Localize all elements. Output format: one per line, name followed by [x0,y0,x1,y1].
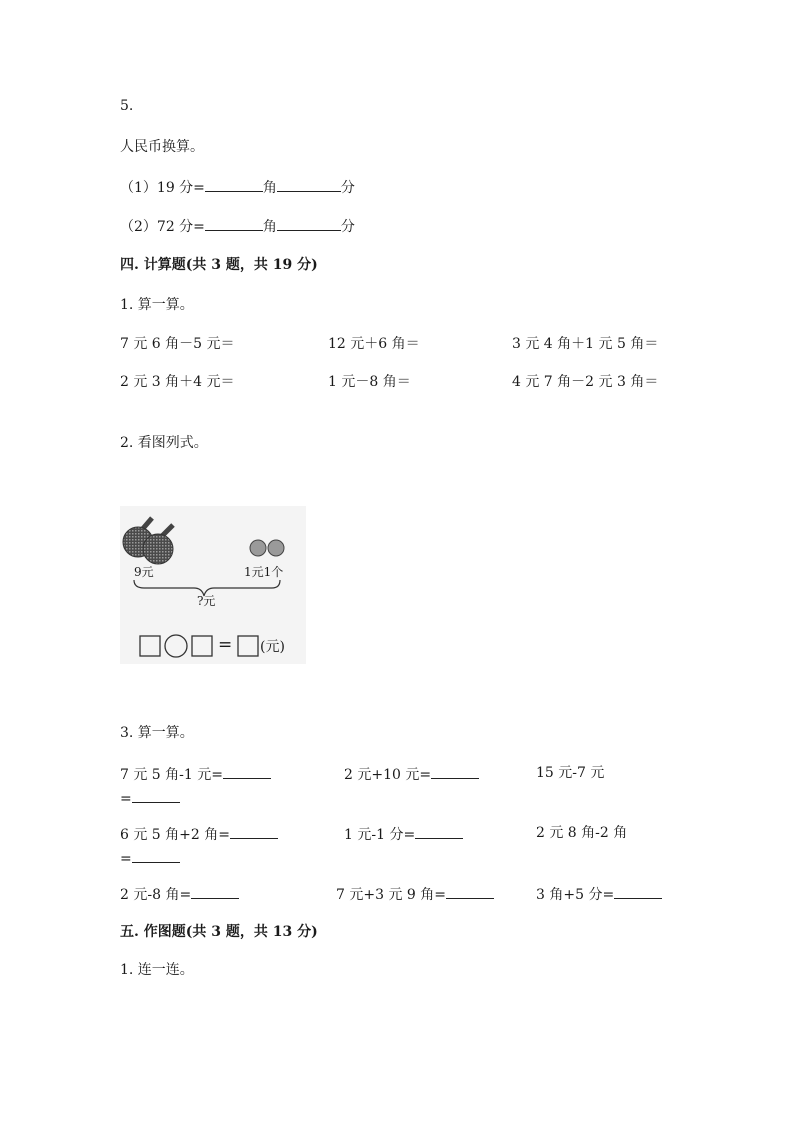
price-left-label: 9元 [134,565,154,579]
answer-blank[interactable] [205,176,263,192]
expression: 2 元 8 角-2 角 [536,825,628,841]
answer-blank[interactable] [223,763,271,779]
unit-label: (元) [260,639,285,655]
question-title: 3. 算一算。 [120,725,194,741]
equals-sign: = [218,635,233,655]
expression-text: 3 角+5 分= [536,887,615,903]
expression-text: 2 元-8 角= [120,887,192,903]
expression-text: 6 元 5 角+2 角= [120,827,230,843]
conversion-item-1 [120,176,355,198]
answer-blank[interactable] [614,883,662,899]
unit-label: 分 [340,219,355,235]
section-heading: 四. 计算题(共 3 题，共 19 分) [120,257,318,273]
total-label: ?元 [197,594,216,608]
expression: 7 元 6 角－5 元＝ [120,336,235,352]
unit-label: 角 [262,180,277,196]
expression [536,883,662,905]
expression-text: 7 元+3 元 9 角= [336,887,446,903]
answer-blank[interactable] [446,883,494,899]
expression: 3 元 4 角＋1 元 5 角＝ [512,336,659,352]
expression [120,823,278,845]
answer-blank[interactable] [132,787,180,803]
answer-blank[interactable] [277,215,341,231]
expression: 2 元 3 角＋4 元＝ [120,374,235,390]
conversion-label: （1）19 分= [120,180,205,196]
answer-blank[interactable] [230,823,278,839]
expression-text: 7 元 5 角-1 元= [120,767,223,783]
expression [120,763,271,785]
question-instruction: 人民币换算。 [120,139,204,155]
question-title: 1. 连一连。 [120,962,194,978]
question-number: 5. [120,98,134,114]
expression [344,823,463,845]
question-title: 1. 算一算。 [120,297,194,313]
expression: 4 元 7 角－2 元 3 角＝ [512,374,659,390]
question-title: 2. 看图列式。 [120,435,208,451]
answer-blank[interactable] [191,883,239,899]
expression: 15 元-7 元 [536,765,605,781]
answer-blank[interactable] [431,763,479,779]
unit-label: 分 [340,180,355,196]
expression-wrap [120,847,180,869]
expression-wrap [120,787,180,809]
unit-label: 角 [262,219,277,235]
answer-blank[interactable] [277,176,341,192]
section-heading: 五. 作图题(共 3 题，共 13 分) [120,924,318,940]
answer-blank[interactable] [415,823,463,839]
ball-icon [268,540,284,556]
equals-text: = [120,791,132,807]
picture-problem-figure [120,506,306,664]
equals-text: = [120,851,132,867]
expression-text: 2 元+10 元= [344,767,432,783]
expression [336,883,494,905]
price-right-label: 1元1个 [244,565,284,579]
expression: 1 元－8 角＝ [328,374,411,390]
expression: 12 元＋6 角＝ [328,336,420,352]
answer-blank[interactable] [205,215,263,231]
answer-blank[interactable] [132,847,180,863]
expression [344,763,479,785]
conversion-label: （2）72 分= [120,219,205,235]
ball-icon [250,540,266,556]
expression [120,883,239,905]
conversion-item-2 [120,215,355,237]
expression-text: 1 元-1 分= [344,827,416,843]
